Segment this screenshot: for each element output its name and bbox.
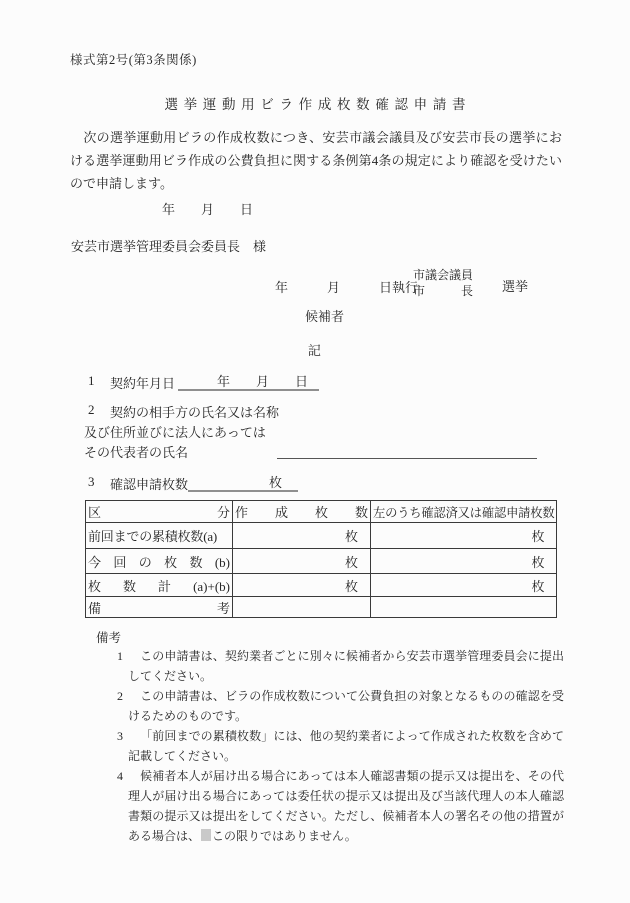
table-row	[86, 574, 557, 597]
election-type-mayor: 市 長	[413, 283, 474, 298]
table-row	[86, 523, 557, 549]
notes-list	[117, 646, 564, 846]
note-text: この限りではありません。	[212, 829, 357, 843]
item1-label: 契約年月日	[110, 376, 176, 391]
requested-count-blank: 枚	[188, 472, 298, 492]
highlight-box	[201, 829, 211, 841]
note-number: 3	[117, 729, 123, 743]
note-number: 1	[117, 649, 123, 663]
election-type-council: 市議会議員	[413, 268, 474, 282]
item3-number: 3	[88, 474, 95, 489]
cell-remarks-2	[371, 597, 557, 618]
cell-current-confirmed: 枚	[371, 549, 557, 574]
note-item-4	[117, 766, 564, 846]
notes-label: 備考	[96, 631, 122, 645]
cell-previous-produced: 枚	[233, 523, 371, 549]
form-number: 様式第2号(第3条関係)	[70, 53, 197, 67]
contract-party-blank	[277, 443, 537, 459]
election-type-stack	[413, 268, 473, 299]
note-text: 候補者本人が届け出る場合にあっては本人確認書類の提示又は提出を、その代理人が届け出る場合にあっては委任状の提示又は提出及び当該代理人の本人確認書類の提示又は提出をしてください。ただし、候補者本人の署名その他の措置がある場合は、	[128, 769, 564, 843]
cell-previous-confirmed: 枚	[371, 523, 557, 549]
application-date-line: 年 月 日	[162, 202, 254, 217]
row-label-total-count: 枚 数 計 (a)+(b)	[86, 574, 233, 597]
item2-label-line3: その代表者の氏名	[84, 445, 189, 460]
item2-number: 2	[88, 402, 95, 417]
row-label-previous-total: 前回までの累積枚数(a)	[86, 523, 233, 549]
table-row	[86, 597, 557, 618]
note-text: 「前回までの累積枚数」には、他の契約業者によって作成された枚数を含めて記載してください。	[128, 729, 564, 763]
item2-label-line1: 契約の相手方の氏名又は名称	[110, 405, 280, 420]
note-text: この申請書は、契約業者ごとに別々に候補者から安芸市選挙管理委員会に提出してください。	[128, 649, 564, 683]
item3-label: 確認申請枚数	[110, 477, 189, 492]
election-exec-date: 年 月 日執行	[275, 280, 419, 295]
note-text: この申請書は、ビラの作成枚数について公費負担の対象となるものの確認を受けるためのものです。	[128, 689, 564, 723]
table-header-row	[86, 501, 557, 523]
header-produced-count: 作 成 枚 数	[233, 501, 371, 523]
production-count-table	[85, 500, 557, 618]
item1-number: 1	[88, 373, 95, 388]
cell-total-produced: 枚	[233, 574, 371, 597]
note-number: 2	[117, 689, 123, 703]
item2-label-line2: 及び住所並びに法人にあっては	[84, 425, 266, 440]
addressee-line: 安芸市選挙管理委員会委員長 様	[71, 239, 267, 254]
row-label-current-count: 今 回 の 枚 数 (b)	[86, 549, 233, 574]
election-suffix: 選挙	[502, 279, 529, 294]
cell-remarks-1	[233, 597, 371, 618]
note-number: 4	[117, 769, 123, 783]
note-item-1	[117, 646, 564, 686]
candidate-label: 候補者	[305, 309, 345, 324]
note-item-3	[117, 726, 564, 766]
note-item-2	[117, 686, 564, 726]
form-title: 選挙運動用ビラ作成枚数確認申請書	[164, 97, 472, 112]
cell-total-confirmed: 枚	[371, 574, 557, 597]
header-category: 区 分	[86, 501, 233, 523]
table-row	[86, 549, 557, 574]
intro-paragraph: 次の選挙運動用ビラの作成枚数につき、安芸市議会議員及び安芸市長の選挙における選挙運動用ビラ作成の公費負担に関する条例第4条の規定により確認を受けたいので申請します。	[70, 130, 562, 191]
cell-current-produced: 枚	[233, 549, 371, 574]
contract-date-blank: 年 月 日	[178, 371, 319, 391]
header-confirmed-count: 左のうち確認済又は確認申請枚数	[371, 501, 557, 523]
row-label-remarks: 備 考	[86, 597, 233, 618]
ki-heading: 記	[307, 343, 323, 358]
